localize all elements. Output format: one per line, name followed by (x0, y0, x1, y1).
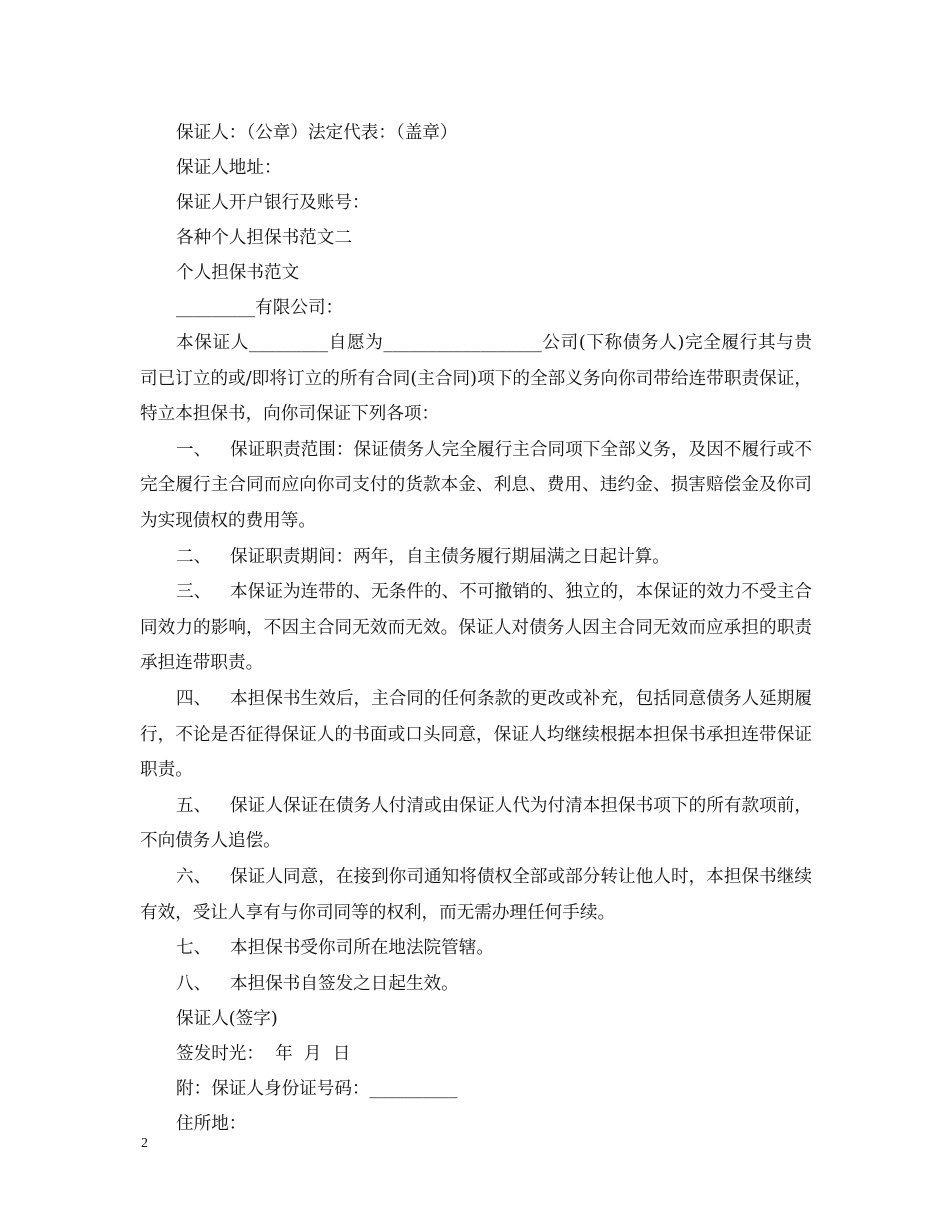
clause-number: 三、 (176, 582, 212, 603)
clause-text: 保证职责范围：保证债务人完全履行主合同项下全部义务，及因不履行或不完全履行主合同而应向你司支付的货款本金、利息、费用、违约金、损害赔偿金及你司为实现债权的费用等。 (140, 439, 812, 531)
clause-text: 本担保书受你司所在地法院管辖。 (230, 938, 494, 959)
guarantor-seal-line: 保证人：（公章）法定代表：（盖章） (176, 123, 458, 143)
clause-number: 八、 (176, 973, 212, 994)
clause-text: 本担保书生效后，主合同的任何条款的更改或补充，包括同意债务人延期履行，不论是否征得保证人的书面或口头同意，保证人均继续根据本担保书承担连带保证职责。 (140, 688, 812, 781)
clause-6 (140, 860, 812, 931)
clause-text: 保证人同意，在接到你司通知将债权全部或部分转让他人时，本担保书继续有效，受让人享有与你司同等的权利，而无需办理任何手续。 (140, 866, 812, 923)
clause-7 (140, 931, 812, 967)
signature-line: 保证人(签字) (176, 1009, 278, 1030)
intro-paragraph: 本保证人_________自愿为__________________公司(下称债务人)完全履行其与贵司已订立的或/即将订立的所有合同(主合同)项下的全部义务向你司带给连带职责保证，特立本担保书，向你司保证下列各项： (140, 333, 812, 425)
clause-number: 六、 (176, 866, 212, 887)
clause-text: 保证职责期间：两年，自主债务履行期届满之日起计算。 (230, 546, 670, 567)
clause-text: 保证人保证在债务人付清或由保证人代为付清本担保书项下的所有款项前，不向债务人追偿。 (140, 795, 812, 852)
guarantor-bank-line: 保证人开户银行及账号： (176, 193, 370, 213)
document-title: 个人担保书范文 (176, 263, 300, 283)
clause-5 (140, 789, 812, 860)
clause-1 (140, 433, 812, 540)
document-body (140, 116, 812, 1142)
issue-date-line: 签发时光： 年 月 日 (176, 1044, 351, 1065)
clause-number: 四、 (176, 688, 212, 709)
clause-2 (140, 540, 812, 576)
clause-4 (140, 682, 812, 789)
guarantor-address-line: 保证人地址： (176, 158, 282, 178)
id-number-line: 附：保证人身份证号码：__________ (176, 1079, 458, 1100)
clause-number: 一、 (176, 439, 212, 460)
clause-text: 本保证为连带的、无条件的、不可撤销的、独立的，本保证的效力不受主合同效力的影响，不因主合同无效而无效。保证人对债务人因主合同无效而应承担的职责承担连带职责。 (140, 582, 812, 674)
clause-number: 二、 (176, 546, 212, 567)
page-number: 2 (141, 1136, 148, 1151)
addressee-line: _________有限公司： (176, 298, 344, 318)
residence-line: 住所地： (176, 1114, 247, 1135)
clause-number: 五、 (176, 795, 212, 816)
clause-number: 七、 (176, 938, 212, 959)
clause-3 (140, 575, 812, 682)
clause-8 (140, 967, 812, 1003)
clause-text: 本担保书自签发之日起生效。 (230, 973, 459, 994)
section-heading: 各种个人担保书范文二 (176, 228, 352, 248)
